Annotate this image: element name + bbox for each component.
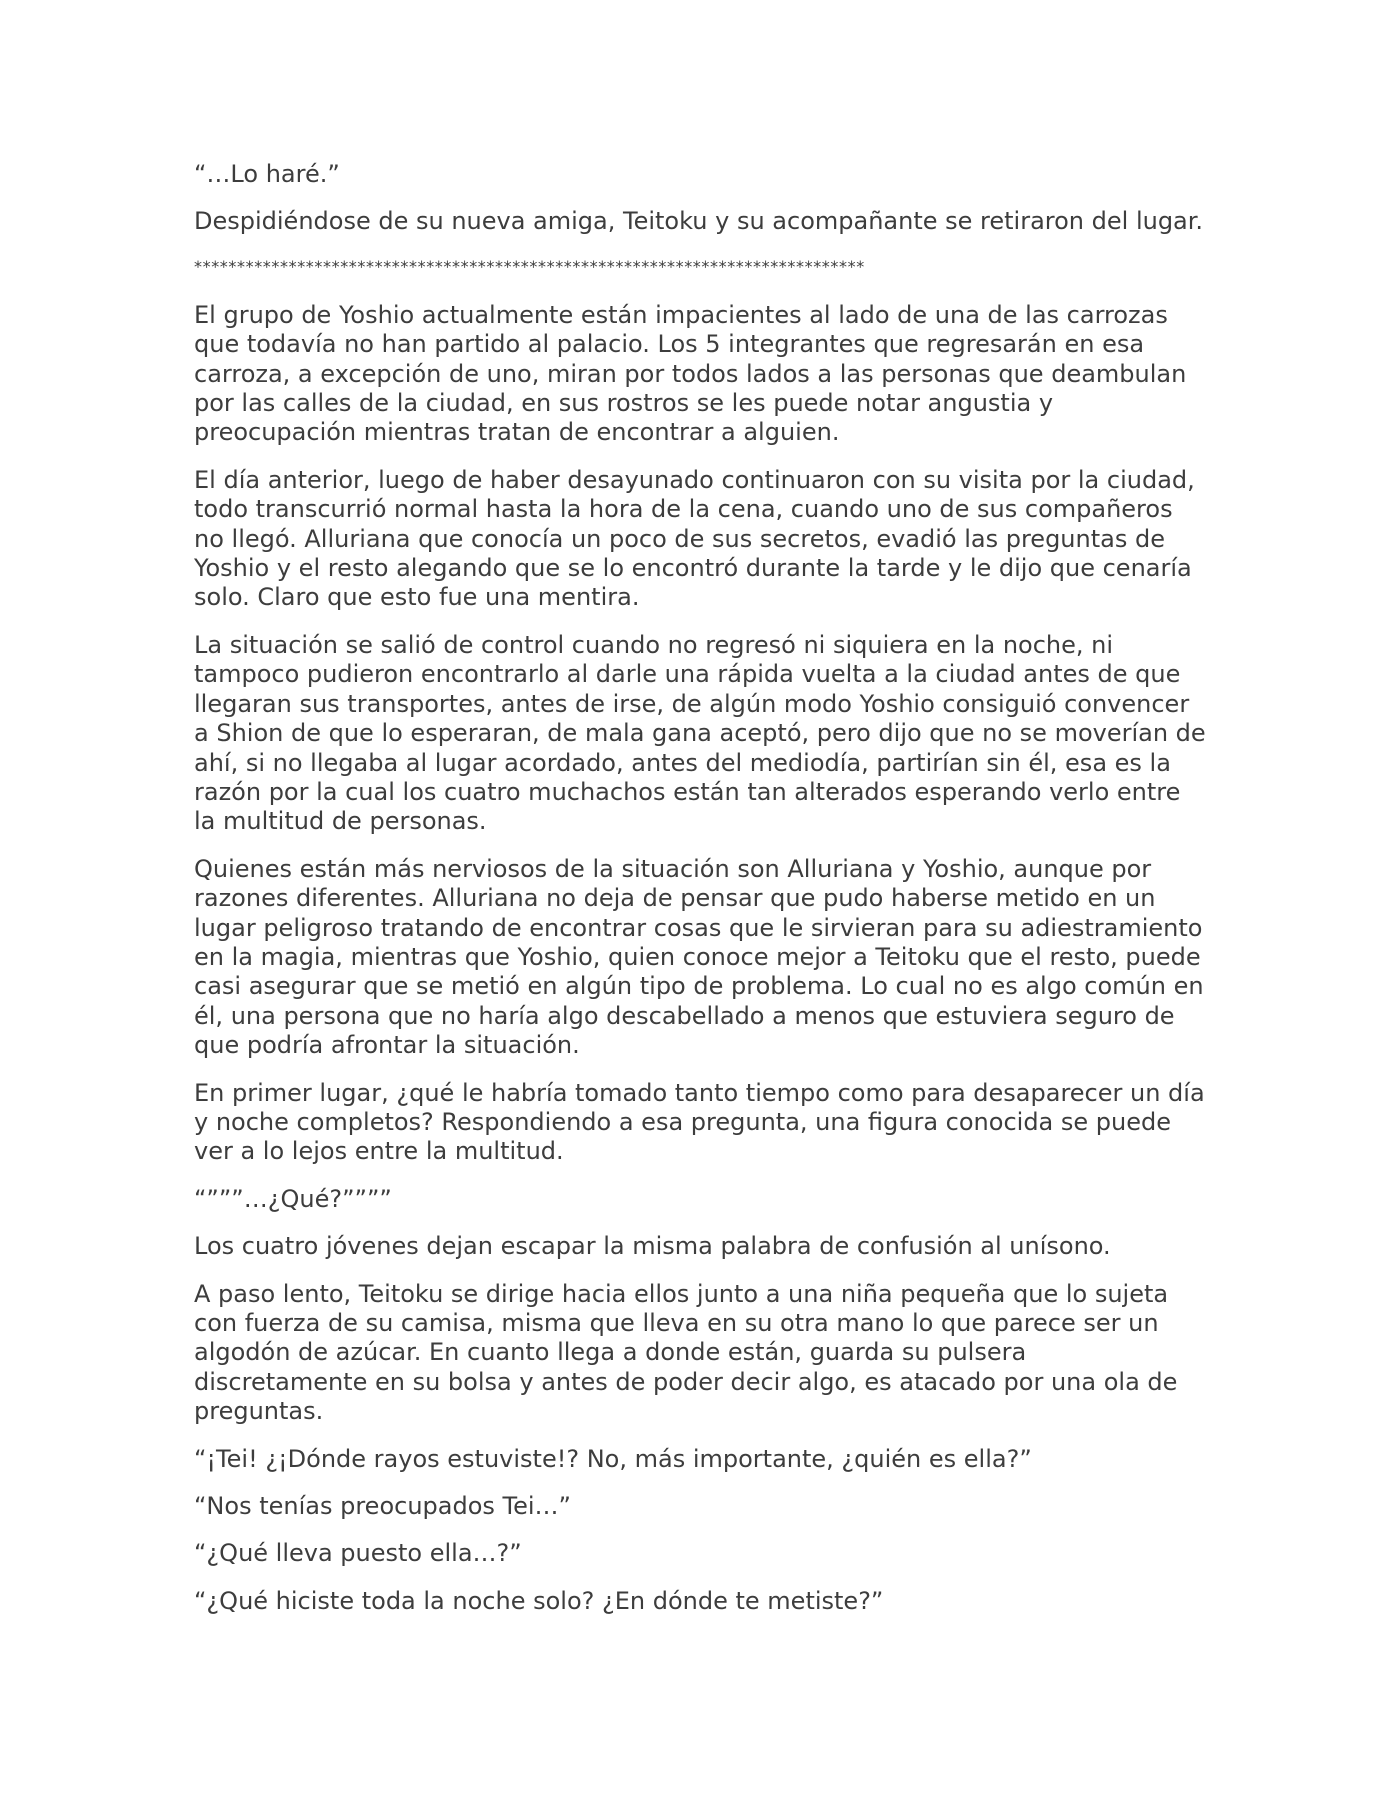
dialogue-line: “¡Tei! ¿¡Dónde rayos estuviste!? No, más importante, ¿quién es ella?”: [194, 1444, 1032, 1473]
paragraph: El grupo de Yoshio actualmente están impacientes al lado de una de las carrozas que todavía no han partido al palacio. Los 5 integrantes que regresarán en esa carroza, a excepción de uno, miran por todos lados a las personas que deambulan por las calles de la ciudad, en sus rostros se les puede notar angustia y preocupación mientras tratan de encontrar a alguien.: [194, 300, 1187, 447]
dialogue-line: “…Lo haré.”: [194, 160, 340, 188]
paragraph: La situación se salió de control cuando no regresó ni siquiera en la noche, ni tampoco pudieron encontrarlo al darle una rápida vuelta a la ciudad antes de que llegaran sus transportes, antes de irse, de algún modo Yoshio consiguió convencer a Shion de que lo esperaran, de mala gana aceptó, pero dijo que no se moverían de ahí, si no llegaba al lugar acordado, antes del mediodía, partirían sin él, esa es la razón por la cual los cuatro muchachos están tan alterados esperando verlo entre la multitud de personas.: [194, 630, 1206, 836]
dialogue-line: “Nos tenías preocupados Tei…”: [194, 1492, 571, 1521]
dialogue-line: “”””…¿Qué?””””: [194, 1184, 392, 1213]
dialogue-line: “¿Qué lleva puesto ella…?”: [194, 1539, 522, 1568]
paragraph: A paso lento, Teitoku se dirige hacia ellos junto a una niña pequeña que lo sujeta con fuerza de su camisa, misma que lleva en su otra mano lo que parece ser un algodón de azúcar. En cuanto llega a donde están, guarda su pulsera discretamente en su bolsa y antes de poder decir algo, es atacado por una ola de preguntas.: [194, 1279, 1178, 1426]
paragraph: Los cuatro jóvenes dejan escapar la misma palabra de confusión al unísono.: [194, 1232, 1111, 1261]
paragraph: Quienes están más nerviosos de la situación son Alluriana y Yoshio, aunque por razones diferentes. Alluriana no deja de pensar que pudo haberse metido en un lugar peligroso tratando de encontrar cosas que le sirvieran para su adiestramiento en la magia, mientras que Yoshio, quien conoce mejor a Teitoku que el resto, puede casi asegurar que se metió en algún tipo de problema. Lo cual no es algo común en él, una persona que no haría algo descabellado a menos que estuviera seguro de que podría afrontar la situación.: [194, 854, 1204, 1060]
dialogue-line: “¿Qué hiciste toda la noche solo? ¿En dónde te metiste?”: [194, 1586, 884, 1615]
paragraph: El día anterior, luego de haber desayunado continuaron con su visita por la ciudad, todo transcurrió normal hasta la hora de la cena, cuando uno de sus compañeros no llegó. Alluriana que conocía un poco de sus secretos, evadió las preguntas de Yoshio y el resto alegando que se lo encontró durante la tarde y le dijo que cenaría solo. Claro que esto fue una mentira.: [194, 465, 1195, 612]
paragraph: En primer lugar, ¿qué le habría tomado tanto tiempo como para desaparecer un día y noche completos? Respondiendo a esa pregunta, una figura conocida se puede ver a lo lejos entre la multitud.: [194, 1078, 1205, 1166]
document-page: [194, 160, 1206, 1634]
scene-separator: ******************************************************************************: [194, 256, 865, 276]
paragraph: Despidiéndose de su nueva amiga, Teitoku y su acompañante se retiraron del lugar.: [194, 207, 1204, 236]
